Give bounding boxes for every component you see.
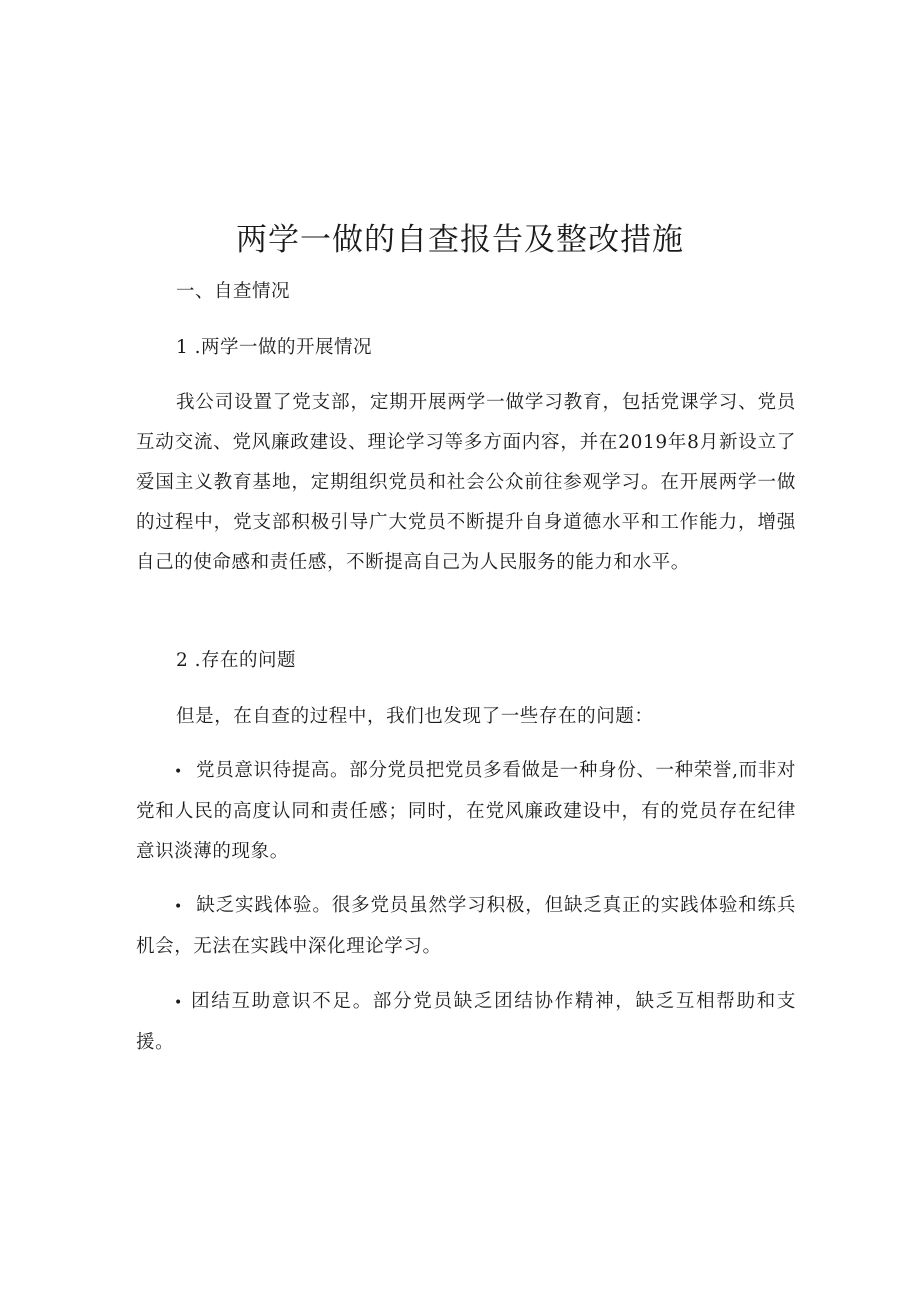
bullet-icon: • — [174, 995, 183, 1011]
bullet-text: 缺乏实践体验。很多党员虽然学习积极，但缺乏真正的实践体验和练兵机会，无法在实践中深化理论学习。 — [136, 895, 796, 957]
bullet-item-practice — [136, 886, 796, 967]
section-heading-self-check: 一、自查情况 — [176, 281, 291, 302]
subsection-heading-problems: 2 .存在的问题 — [176, 650, 297, 671]
paragraph-progress: 我公司设置了党支部，定期开展两学一做学习教育，包括党课学习、党员互动交流、党风廉政建设、理论学习等多方面内容，并在2019年8月新设立了爱国主义教育基地，定期组织党员和社会公众前往参观学习。在开展两学一做的过程中，党支部积极引导广大党员不断提升自身道德水平和工作能力，增强自己的使命感和责任感，不断提高自己为人民服务的能力和水平。 — [136, 392, 796, 573]
bullet-item-unity — [136, 982, 796, 1063]
bullet-text: 党员意识待提高。部分党员把党员多看做是一种身份、一种荣誉,而非对党和人民的高度认同和责任感；同时，在党风廉政建设中，有的党员存在纪律意识淡薄的现象。 — [136, 760, 796, 862]
document-title: 两学一做的自查报告及整改措施 — [236, 222, 684, 258]
bullet-icon: • — [174, 764, 183, 780]
bullet-item-party-awareness — [136, 751, 796, 872]
paragraph-problems-intro: 但是，在自查的过程中，我们也发现了一些存在的问题： — [176, 706, 654, 727]
bullet-text: 团结互助意识不足。部分党员缺乏团结协作精神，缺乏互相帮助和支援。 — [136, 991, 796, 1053]
bullet-icon: • — [174, 899, 183, 915]
subsection-heading-progress: 1 .两学一做的开展情况 — [176, 337, 373, 358]
